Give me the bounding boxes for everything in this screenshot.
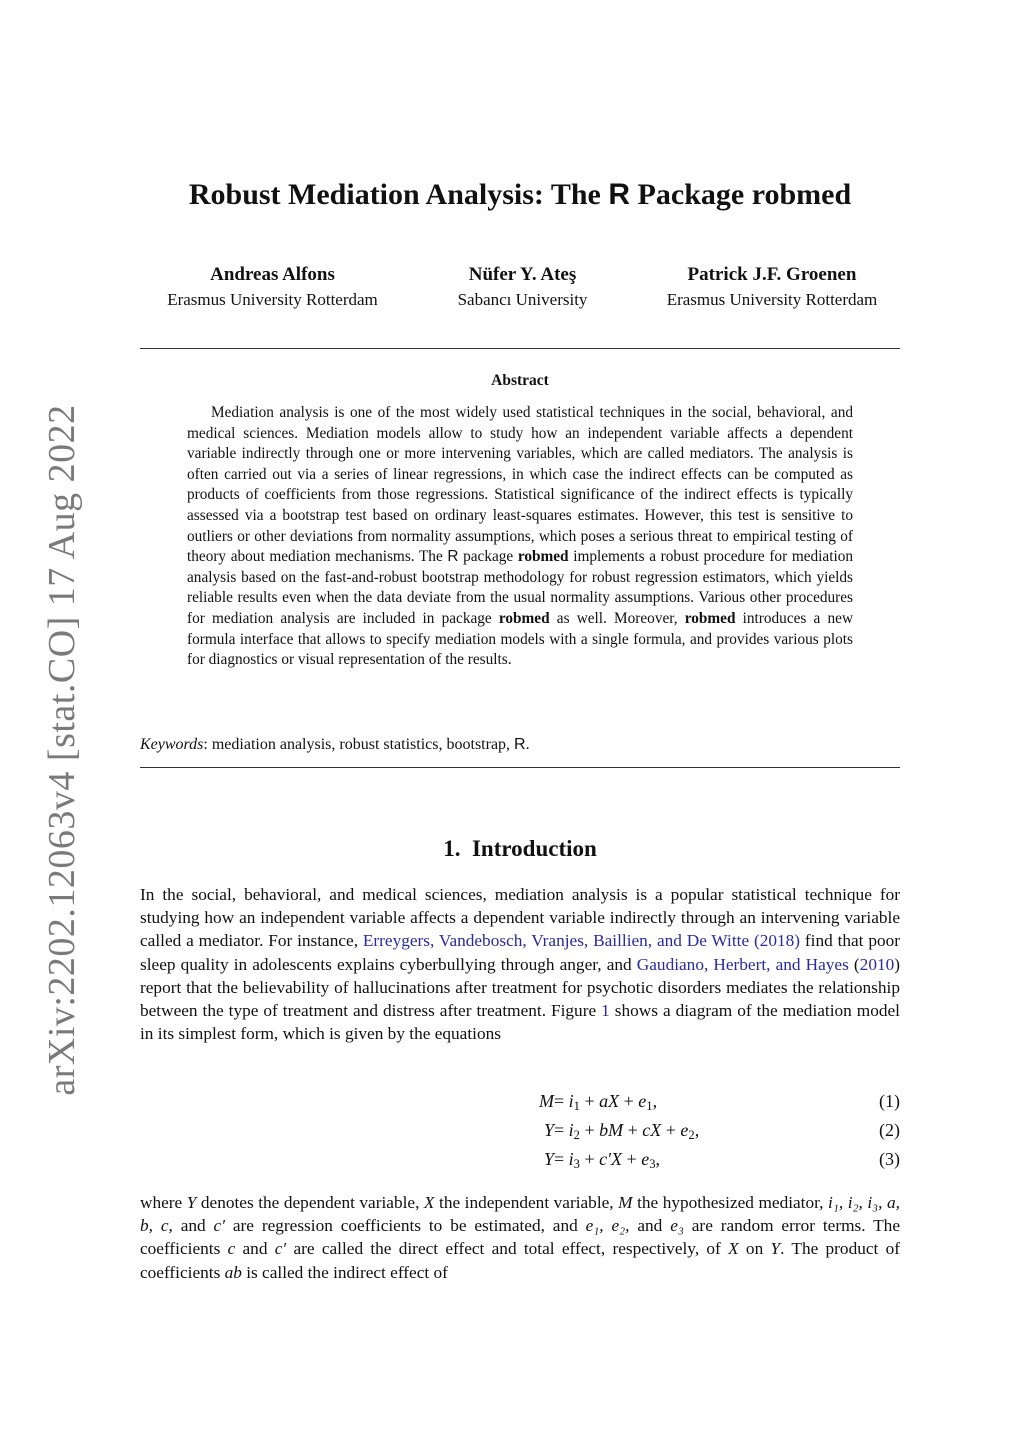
equation-number: (1) <box>879 1091 900 1111</box>
math-symbol: X <box>728 1239 739 1259</box>
math-symbol: M <box>618 1193 633 1212</box>
math-symbol: Y <box>770 1239 781 1259</box>
eq-term: i <box>568 1120 574 1140</box>
eq-term: e <box>641 1149 650 1169</box>
citation-link[interactable]: Gaudiano, Herbert, and Hayes <box>636 954 849 974</box>
eq-subscript: 1 <box>573 1099 580 1114</box>
abstract-segment: implements a robust procedure for mediation analysis based on the fast-and-robust bootstrap methodology for robust regression estimators, which yields reliable results even when the data deviate from the usual normality assumptions. Various other procedures for mediation analysis are included in package <box>187 548 853 627</box>
package-name: robmed <box>498 609 550 627</box>
eq-subscript: 3 <box>573 1157 580 1172</box>
equation-lhs: Y <box>543 1149 554 1169</box>
abstract-segment: Mediation analysis is one of the most widely used statistical techniques in the social, behavioral, and medical sciences. Mediation models allow to study how an independent variable affects a dependent variable indirectly through one or more intervening variables, which are called mediators. The analysis is often carried out via a series of linear regressions, in which case the indirect effects can be computed as products of coefficients from those regressions. Statistical significance of the indirect effects is typically assessed via a bootstrap test based on ordinary least-squares estimates. However, this test is sensitive to outliers or other deviations from normality assumptions, which poses a serious threat to empirical testing of theory about mediation mechanisms. The <box>187 404 853 566</box>
eq-op: = <box>554 1149 569 1169</box>
eq-term: bM <box>599 1120 624 1140</box>
text-segment: where <box>140 1193 187 1212</box>
keywords-r-letter: R <box>514 736 526 753</box>
math-symbol: c′ <box>274 1239 287 1259</box>
keywords-line <box>140 736 900 754</box>
eq-op: = <box>554 1091 569 1111</box>
text-segment: . The product of coefficients <box>140 1239 900 1282</box>
equation <box>140 1120 900 1146</box>
equation <box>140 1149 900 1175</box>
author-block <box>430 264 615 310</box>
abstract-r-letter: R <box>447 548 459 566</box>
keywords-end: . <box>525 736 530 753</box>
text-segment: are called the direct effect and total effect, respectively, of <box>286 1239 729 1259</box>
author-name: Andreas Alfons <box>210 264 335 285</box>
eq-op: + <box>622 1149 642 1169</box>
author-affiliation: Erasmus University Rotterdam <box>666 290 878 309</box>
eq-subscript: 3 <box>649 1157 656 1172</box>
author-name: Patrick J.F. Groenen <box>687 264 857 285</box>
eq-term: i <box>568 1091 574 1111</box>
author-affiliation: Sabancı University <box>457 290 588 309</box>
math-symbol: Y <box>186 1193 197 1212</box>
math-symbol: X <box>423 1193 435 1212</box>
equation-rhs <box>554 1149 660 1170</box>
text-segment: denotes the dependent variable, <box>196 1193 424 1212</box>
author-block <box>638 264 906 310</box>
text-segment: is called the indirect effect of <box>241 1262 448 1282</box>
eq-subscript: 2 <box>688 1128 695 1143</box>
section-title: Introduction <box>471 836 597 861</box>
eq-op: + <box>623 1120 643 1140</box>
eq-op: + <box>579 1091 600 1111</box>
equation <box>140 1091 900 1117</box>
math-symbol: ab <box>224 1262 242 1282</box>
abstract-segment: as well. Moreover, <box>549 609 685 627</box>
eq-term: e <box>638 1091 647 1111</box>
text-segment: and <box>172 1216 214 1236</box>
eq-term: c′X <box>599 1149 623 1169</box>
math-symbol: e₃ <box>670 1216 684 1236</box>
variables-paragraph <box>140 1191 900 1284</box>
math-symbol: c <box>227 1239 236 1259</box>
author-name: Nüfer Y. Ateş <box>468 264 577 285</box>
eq-op: , <box>694 1120 700 1140</box>
package-name: robmed <box>684 609 736 627</box>
equation-lhs: M <box>539 1091 554 1111</box>
paper-title <box>140 178 900 212</box>
package-name: robmed <box>517 548 569 566</box>
eq-subscript: 1 <box>646 1099 653 1114</box>
keywords-list: : mediation analysis, robust statistics, bootstrap, <box>203 736 515 753</box>
citation-bracket: ) <box>894 954 900 974</box>
figure-reference-link[interactable]: 1 <box>601 1001 610 1021</box>
section-heading <box>140 836 900 862</box>
math-symbol: e₁, e₂, <box>585 1216 630 1236</box>
intro-segment: In the social, behavioral, and medical sciences, mediation analysis is a popular statistical technique for studying how an independent variable affects a dependent variable indirectly through an intervening variable called a mediator. For instance, <box>140 885 900 951</box>
eq-op: + <box>661 1120 681 1140</box>
eq-subscript: 2 <box>573 1128 580 1143</box>
eq-op: + <box>579 1149 600 1169</box>
abstract-segment: introduces a new formula interface that allows to specify mediation models with a single formula, and provides various plots for diagnostics or visual representation of the results. <box>187 609 853 669</box>
equation-rhs <box>554 1091 657 1112</box>
title-part-1: Robust Mediation Analysis: The <box>188 178 609 211</box>
title-r-letter: R <box>608 178 631 211</box>
arxiv-identifier-stamp: arXiv:2202.12063v4 [stat.CO] 17 Aug 2022 <box>41 404 83 1096</box>
text-segment: the hypothesized mediator, <box>632 1193 829 1212</box>
intro-segment: shows a diagram of the mediation model in its simplest form, which is given by the equations <box>140 1001 900 1044</box>
author-affiliation: Erasmus University Rotterdam <box>167 290 378 309</box>
equation-rhs <box>554 1120 699 1141</box>
eq-term: e <box>680 1120 689 1140</box>
abstract-top-divider <box>140 348 900 349</box>
text-segment: the independent variable, <box>434 1193 619 1212</box>
text-segment: and <box>629 1216 671 1236</box>
equation-lhs: Y <box>543 1120 554 1140</box>
text-segment: and <box>235 1239 275 1259</box>
title-part-2: Package robmed <box>630 178 852 211</box>
section-number: 1. <box>443 836 461 861</box>
eq-term: aX <box>599 1091 620 1111</box>
math-symbol: c′ <box>213 1216 225 1236</box>
abstract-text <box>187 403 853 671</box>
equation-number: (3) <box>879 1149 900 1169</box>
text-segment: are random error terms. The coefficients <box>140 1216 900 1259</box>
math-symbol: i₁, i₂, i₃, a, b, c, <box>140 1193 900 1236</box>
abstract-segment: package <box>458 548 518 566</box>
abstract-bottom-divider <box>140 767 900 768</box>
abstract-heading: Abstract <box>491 372 549 389</box>
intro-segment: report that the believability of hallucinations after treatment for psychotic disorders mediates the relationship between the type of treatment and distress after treatment. Figure <box>140 977 900 1021</box>
intro-paragraph <box>140 883 900 1045</box>
eq-op: + <box>619 1091 639 1111</box>
eq-op: , <box>652 1091 658 1111</box>
citation-link[interactable]: Erreygers, Vandebosch, Vranjes, Baillien, and De Witte (2018) <box>362 931 801 951</box>
equation-number: (2) <box>879 1120 900 1140</box>
eq-op: + <box>579 1120 600 1140</box>
eq-term: i <box>568 1149 574 1169</box>
citation-bracket: ( <box>848 954 860 974</box>
eq-op: = <box>554 1120 569 1140</box>
text-segment: on <box>738 1239 771 1259</box>
intro-segment: find that poor sleep quality in adolescents explains cyberbullying through anger, and <box>140 931 900 974</box>
eq-op: , <box>655 1149 660 1169</box>
citation-year-link[interactable]: 2010 <box>859 954 895 974</box>
author-block <box>140 264 405 310</box>
keywords-label: Keywords <box>140 736 204 753</box>
text-segment: are regression coefficients to be estimated, and <box>224 1216 586 1236</box>
eq-term: cX <box>642 1120 662 1140</box>
